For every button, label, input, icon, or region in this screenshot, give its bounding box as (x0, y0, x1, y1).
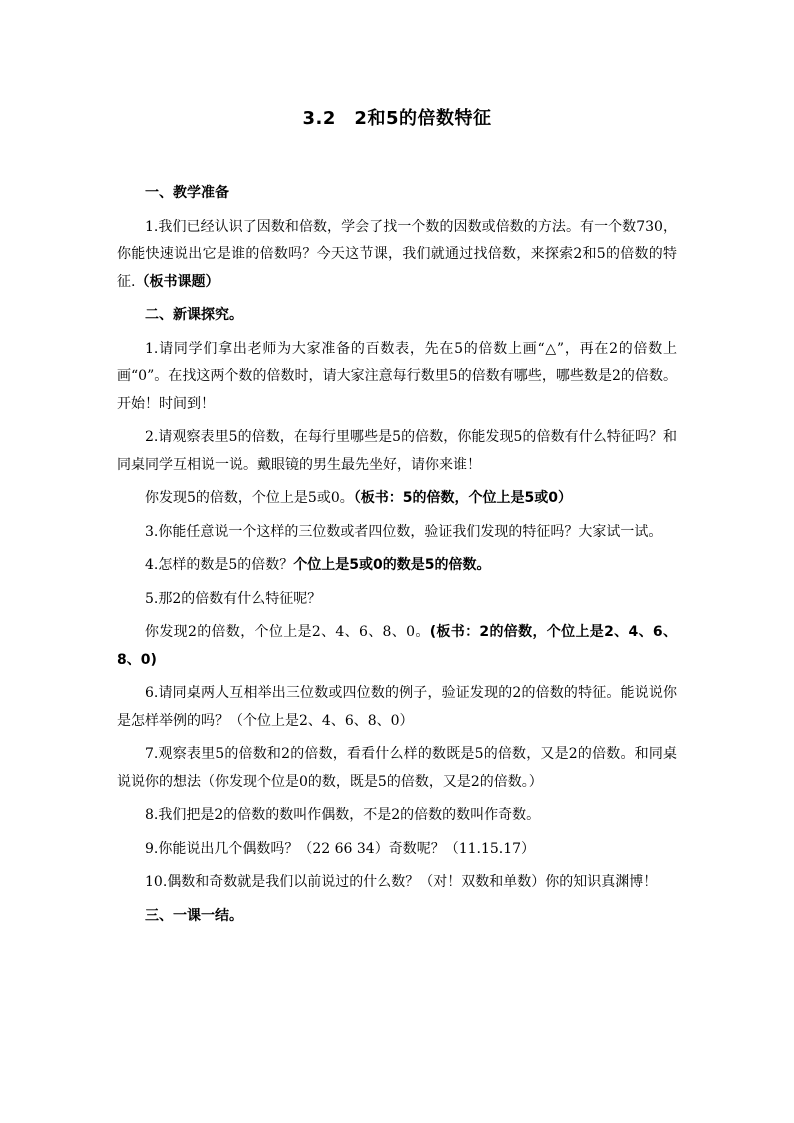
document-body (117, 180, 677, 930)
board-note: （板书：5的倍数，个位上是5或0） (353, 490, 572, 506)
paragraph-text: 你发现2的倍数，个位上是2、4、6、8、0。 (145, 624, 430, 640)
paragraph: 9.你能说出几个偶数吗？（22 66 34）奇数呢？（11.15.17） (145, 840, 536, 857)
section-heading-exploration: 二、新课探究。 (145, 307, 243, 323)
board-note: （板书课题） (135, 273, 220, 290)
section-heading-summary: 三、一课一结。 (145, 907, 243, 924)
page-title: 3.2 2和5的倍数特征 (302, 108, 492, 129)
paragraph: 6.请同桌两人互相举出三位数或四位数的例子，验证发现的2的倍数的特征。能说说你是怎样举例的吗？（个位上是2、4、6、8、0） (117, 685, 677, 729)
paragraph (117, 214, 677, 297)
paragraph (117, 552, 677, 580)
paragraph (117, 619, 677, 674)
paragraph-text: 4.怎样的数是5的倍数？ (145, 557, 294, 573)
board-note: (板书：2的倍数，个位上是2、4、6、8、0) (117, 624, 677, 668)
paragraph: 5.那2的倍数有什么特征呢？ (145, 590, 322, 607)
paragraph: 10.偶数和奇数就是我们以前说过的什么数？（对！双数和单数）你的知识真渊博！ (145, 874, 658, 890)
paragraph: 1.请同学们拿出老师为大家准备的百数表，先在5的倍数上画“△”，再在2的倍数上画“0”。在找这两个数的倍数时，请大家注意每行数里5的倍数有哪些，哪些数是2的倍数。开始！时间到！ (117, 340, 677, 412)
paragraph (117, 485, 677, 513)
paragraph-text: 你发现5的倍数，个位上是5或0。 (145, 490, 354, 506)
paragraph: 7.观察表里5的倍数和2的倍数，看看什么样的数既是5的倍数，又是2的倍数。和同桌说说你的想法（你发现个位是0的数，既是5的倍数，又是2的倍数。） (117, 746, 677, 790)
section-heading-preparation: 一、教学准备 (145, 185, 229, 201)
paragraph: 8.我们把是2的倍数的数叫作偶数，不是2的倍数的数叫作奇数。 (145, 807, 541, 823)
paragraph: 3.你能任意说一个这样的三位数或者四位数，验证我们发现的特征吗？大家试一试。 (145, 523, 663, 540)
answer-bold: 个位上是5或0的数是5的倍数。 (293, 557, 491, 573)
paragraph: 2.请观察表里5的倍数，在每行里哪些是5的倍数，你能发现5的倍数有什么特征吗？和同桌同学互相说一说。戴眼镜的男生最先坐好，请你来谁！ (117, 429, 677, 473)
paragraph-text: 1.我们已经认识了因数和倍数，学会了找一个数的因数或倍数的方法。有一个数730，你能快速说出它是谁的倍数吗？今天这节课，我们就通过找倍数，来探索2和5的倍数的特征. (117, 218, 677, 290)
